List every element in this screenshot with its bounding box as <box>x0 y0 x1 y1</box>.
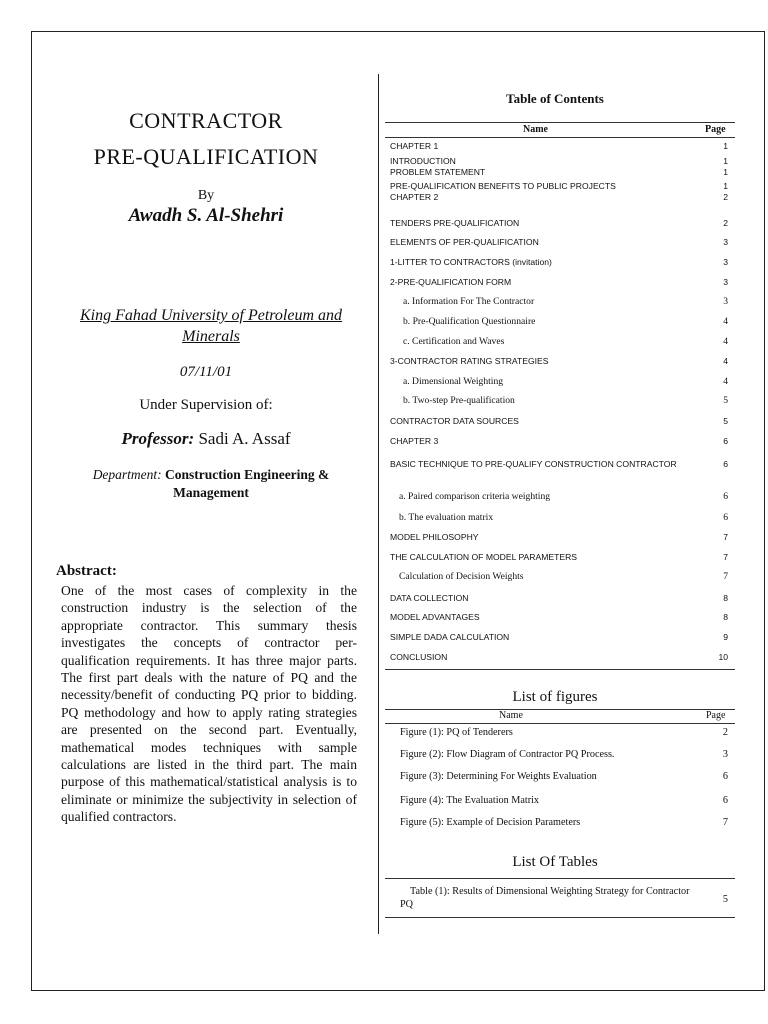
toc-row-label: ELEMENTS OF PER-QUALIFICATION <box>390 237 539 247</box>
figure-entry-page: 3 <box>722 749 728 760</box>
toc-row-label: b. Two-step Pre-qualification <box>403 395 515 406</box>
toc-row-page: 7 <box>723 552 728 562</box>
toc-row-label: BASIC TECHNIQUE TO PRE-QUALIFY CONSTRUCTION CONTRACTOR <box>390 459 677 469</box>
toc-row-label: PRE-QUALIFICATION BENEFITS TO PUBLIC PROJECTS <box>390 181 616 191</box>
toc-row-label: TENDERS PRE-QUALIFICATION <box>390 218 520 228</box>
professor-label: Professor: <box>121 429 195 448</box>
toc-row-page: 1 <box>723 156 728 166</box>
document-title-line1: CONTRACTOR <box>129 108 283 133</box>
toc-row-label: c. Certification and Waves <box>403 336 505 347</box>
toc-row-page: 1 <box>723 167 728 177</box>
toc-top-rule <box>385 122 735 123</box>
professor-line <box>56 429 356 449</box>
toc-row-page: 6 <box>723 459 728 469</box>
by-label: By <box>197 188 215 203</box>
toc-row-page: 5 <box>723 416 728 426</box>
figures-title: List of figures <box>512 689 598 705</box>
toc-row-label: INTRODUCTION <box>390 156 456 166</box>
toc-row-label: MODEL ADVANTAGES <box>390 612 480 622</box>
abstract-heading: Abstract: <box>56 563 117 579</box>
toc-row-page: 5 <box>723 395 728 406</box>
figures-top-rule <box>385 709 735 710</box>
table-entry-label: Table (1): Results of Dimensional Weighting Strategy for Contractor PQ <box>400 886 690 910</box>
abstract-text: One of the most cases of complexity in the construction industry is the selection of the appropriate contractor. This summary thesis investigates the concepts of contractor per-qualification requirements. It has three major parts. The first part deals with the nature of PQ and the necessity/benefit of conducting PQ prior to bidding. PQ methodology and how to apply rating strategies are presented on the second part. Eventually, mathematical modes techniques with sample calculations are listed in the third part. The main purpose of this mathematical/statistical analysis is to eliminate or minimize the subjectivity in selection of qualified contractors. <box>61 583 357 825</box>
professor-name: Sadi A. Assaf <box>194 429 291 448</box>
toc-row-label: CHAPTER 1 <box>390 141 439 151</box>
figure-entry-page: 7 <box>722 817 728 828</box>
toc-row-label: MODEL PHILOSOPHY <box>390 532 479 542</box>
toc-bottom-rule <box>385 669 735 670</box>
toc-row-label: a. Information For The Contractor <box>403 296 535 307</box>
toc-row-label: b. The evaluation matrix <box>399 512 494 523</box>
toc-row-page: 3 <box>723 257 728 267</box>
toc-row-page: 6 <box>723 491 728 502</box>
department-label: Department: <box>92 467 162 482</box>
figure-entry-page: 6 <box>722 795 728 806</box>
toc-row-label: CHAPTER 2 <box>390 192 439 202</box>
toc-row-page: 1 <box>723 141 728 151</box>
author-name: Awadh S. Al-Shehri <box>128 205 284 226</box>
table-entry-page: 5 <box>722 894 728 905</box>
toc-row-label: SIMPLE DADA CALCULATION <box>390 632 510 642</box>
document-date: 07/11/01 <box>179 364 233 380</box>
figures-page-header: Page <box>706 710 726 721</box>
figure-entry-label: Figure (5): Example of Decision Parameters <box>400 817 581 828</box>
toc-row-page: 7 <box>723 571 728 582</box>
toc-row-label: DATA COLLECTION <box>390 593 469 603</box>
toc-row-label: a. Paired comparison criteria weighting <box>399 491 551 502</box>
toc-row-page: 6 <box>723 512 728 523</box>
tables-top-rule <box>385 878 735 879</box>
department-line <box>66 466 356 502</box>
figure-entry-page: 6 <box>722 771 728 782</box>
toc-row-page: 3 <box>723 277 728 287</box>
toc-row-label: Calculation of Decision Weights <box>399 571 524 582</box>
toc-row-page: 4 <box>723 316 728 327</box>
toc-row-page: 2 <box>723 218 728 228</box>
toc-row-page: 1 <box>723 181 728 191</box>
figures-header-rule <box>385 723 735 724</box>
university-name: King Fahad University of Petroleum and Minerals <box>79 307 343 345</box>
toc-row-page: 3 <box>723 296 728 307</box>
tables-title: List Of Tables <box>512 854 598 870</box>
figure-entry-page: 2 <box>722 727 728 738</box>
toc-row-page: 4 <box>723 336 728 347</box>
toc-row-label: PROBLEM STATEMENT <box>390 167 486 177</box>
figure-entry-label: Figure (3): Determining For Weights Evaluation <box>400 771 597 782</box>
toc-row-page: 9 <box>723 632 728 642</box>
toc-row-label: 3-CONTRACTOR RATING STRATEGIES <box>390 356 549 366</box>
toc-row-label: 1-LITTER TO CONTRACTORS (invitation) <box>390 257 552 267</box>
toc-row-page: 7 <box>723 532 728 542</box>
toc-row-page: 10 <box>718 652 728 662</box>
toc-row-page: 2 <box>723 192 728 202</box>
toc-row-page: 4 <box>723 356 728 366</box>
toc-row-page: 8 <box>723 612 728 622</box>
toc-name-header: Name <box>523 124 548 135</box>
toc-row-page: 8 <box>723 593 728 603</box>
toc-row-label: 2-PRE-QUALIFICATION FORM <box>390 277 512 287</box>
toc-page-header: Page <box>705 124 726 135</box>
toc-title: Table of Contents <box>506 91 604 106</box>
figures-name-header: Name <box>499 710 523 721</box>
toc-row-label: CHAPTER 3 <box>390 436 439 446</box>
toc-row-label: b. Pre-Qualification Questionnaire <box>403 316 536 327</box>
toc-row-page: 6 <box>723 436 728 446</box>
toc-row-page: 3 <box>723 237 728 247</box>
figure-entry-label: Figure (1): PQ of Tenderers <box>400 727 513 738</box>
toc-row-label: a. Dimensional Weighting <box>403 376 504 387</box>
figure-entry-label: Figure (4): The Evaluation Matrix <box>400 795 540 806</box>
supervision-label: Under Supervision of: <box>139 397 273 413</box>
toc-row-page: 4 <box>723 376 728 387</box>
toc-row-label: CONTRACTOR DATA SOURCES <box>390 416 519 426</box>
column-divider <box>378 74 379 934</box>
toc-header-rule <box>385 137 735 138</box>
department-name: Construction Engineering & Management <box>161 467 330 500</box>
toc-row-label: CONCLUSION <box>390 652 448 662</box>
figure-entry-label: Figure (2): Flow Diagram of Contractor PQ Process. <box>400 749 615 760</box>
toc-row-label: THE CALCULATION OF MODEL PARAMETERS <box>390 552 578 562</box>
tables-bottom-rule <box>385 917 735 918</box>
document-title-line2: PRE-QUALIFICATION <box>93 144 319 169</box>
